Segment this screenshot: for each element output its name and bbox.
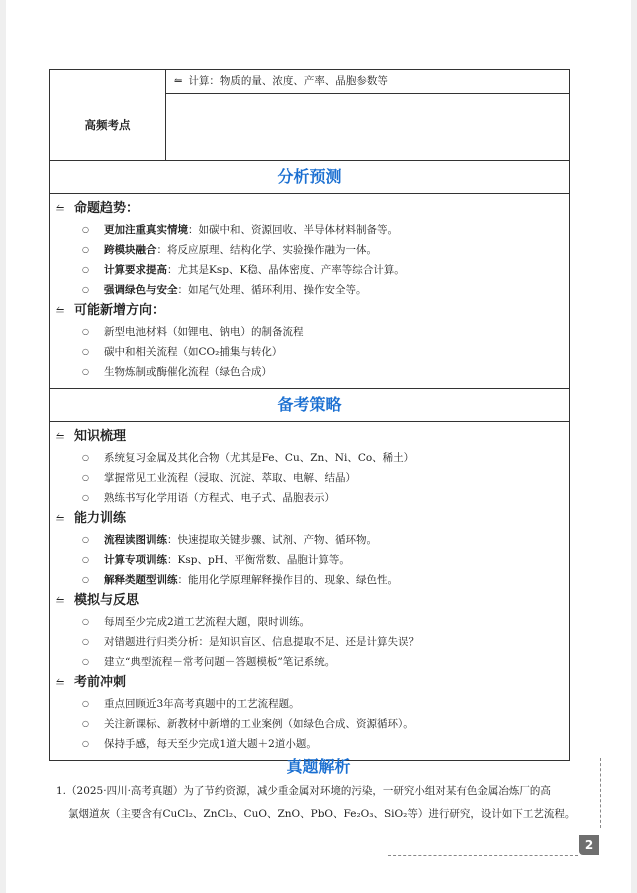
circle-bullet-icon: ○ (82, 245, 89, 254)
ability-list (56, 530, 561, 590)
question-line-1: 1.（2025·四川·高考真题）为了节约资源，减少重金属对环境的污染，一研究小组对某有色金属冶炼厂的高 (56, 785, 551, 797)
circle-bullet-icon: ○ (82, 225, 89, 234)
list-item: ○ 保持手感，每天至少完成1道大题＋2道小题。 (82, 734, 561, 754)
label-high-frequency: 高频考点 (84, 118, 131, 132)
page-number: 2 (579, 835, 599, 855)
top-line-text: 计算：物质的量、浓度、产率、晶胞参数等 (188, 75, 388, 87)
question-text (56, 780, 594, 826)
arrow-bullet-icon: ⥪ (56, 203, 64, 214)
question-line-2: 氯烟道灰（主要含有CuCl₂、ZnCl₂、CuO、ZnO、PbO、Fe₂O₃、SiO₂等）进行研究，设计如下工艺流程。 (68, 808, 576, 820)
list-item: ○ 熟练书写化学用语（方程式、电子式、晶胞表示） (82, 488, 561, 508)
strategy-block (50, 422, 570, 761)
list-item: ○ 掌握常见工业流程（浸取、沉淀、萃取、电解、结晶） (82, 468, 561, 488)
circle-bullet-icon: ○ (82, 637, 89, 646)
empty-content-cell (166, 94, 570, 161)
new-direction-list (56, 322, 561, 382)
arrow-bullet-icon: ⥪ (56, 513, 64, 524)
arrow-bullet-icon: ⥪ (56, 677, 64, 688)
list-item: ○ 每周至少完成2道工艺流程大题，限时训练。 (82, 612, 561, 632)
dashed-border-horizontal (388, 855, 578, 856)
section-zhenti-title: 真题解析 (286, 757, 351, 776)
list-item: ○ 强调绿色与安全 ：如尾气处理、循环利用、操作安全等。 (82, 280, 561, 300)
circle-bullet-icon: ○ (82, 285, 89, 294)
list-item: ○ 流程读图训练 ：快速提取关键步骤、试剂、产物、循环物。 (82, 530, 561, 550)
dashed-border-vertical (600, 758, 601, 828)
list-item: ○ 系统复习金属及其化合物（尤其是Fe、Cu、Zn、Ni、Co、稀土） (82, 448, 561, 468)
mock-list (56, 612, 561, 672)
list-item: ○ 计算要求提高 ：尤其是Ksp、K稳、晶体密度、产率等综合计算。 (82, 260, 561, 280)
circle-bullet-icon: ○ (82, 575, 89, 584)
arrow-bullet-icon: ⥪ (174, 76, 183, 87)
knowledge-list (56, 448, 561, 508)
list-item: ○ 更加注重真实情境 ：如碳中和、资源回收、半导体材料制备等。 (82, 220, 561, 240)
circle-bullet-icon: ○ (82, 265, 89, 274)
circle-bullet-icon: ○ (82, 473, 89, 482)
circle-bullet-icon: ○ (82, 657, 89, 666)
circle-bullet-icon: ○ (82, 617, 89, 626)
list-item: ○ 新型电池材料（如锂电、钠电）的制备流程 (82, 322, 561, 342)
section-analysis-title: 分析预测 (50, 161, 570, 194)
circle-bullet-icon: ○ (82, 719, 89, 728)
list-item: ○ 计算专项训练 ：Ksp、pH、平衡常数、晶胞计算等。 (82, 550, 561, 570)
circle-bullet-icon: ○ (82, 535, 89, 544)
circle-bullet-icon: ○ (82, 699, 89, 708)
circle-bullet-icon: ○ (82, 555, 89, 564)
list-item: ○ 关注新课标、新教材中新增的工业案例（如绿色合成、资源循环）。 (82, 714, 561, 734)
circle-bullet-icon: ○ (82, 493, 89, 502)
section-strategy-title: 备考策略 (50, 389, 570, 422)
new-direction-heading: ⥪ 可能新增方向： (56, 300, 561, 322)
list-item: ○ 跨模块融合 ：将反应原理、结构化学、实验操作融为一体。 (82, 240, 561, 260)
circle-bullet-icon: ○ (82, 347, 89, 356)
list-item: ○ 生物炼制或酶催化流程（绿色合成） (82, 362, 561, 382)
final-sprint-list (56, 694, 561, 754)
top-line-cell (166, 70, 570, 94)
final-sprint-heading: ⥪ 考前冲刺 (56, 672, 561, 694)
trend-list (56, 220, 561, 300)
list-item: ○ 碳中和相关流程（如CO₂捕集与转化） (82, 342, 561, 362)
arrow-bullet-icon: ⥪ (56, 305, 64, 316)
arrow-bullet-icon: ⥪ (56, 431, 64, 442)
list-item: ○ 解释类题型训练 ：能用化学原理解释操作目的、现象、绿色性。 (82, 570, 561, 590)
circle-bullet-icon: ○ (82, 367, 89, 376)
list-item: ○ 重点回顾近3年高考真题中的工艺流程题。 (82, 694, 561, 714)
list-item: ○ 建立“典型流程－常考问题－答题模板”笔记系统。 (82, 652, 561, 672)
arrow-bullet-icon: ⥪ (56, 595, 64, 606)
ability-heading: ⥪ 能力训练 (56, 508, 561, 530)
trend-heading: ⥪ 命题趋势： (56, 198, 561, 220)
summary-table (49, 69, 570, 761)
knowledge-heading: ⥪ 知识梳理 (56, 426, 561, 448)
list-item: ○ 对错题进行归类分析：是知识盲区、信息提取不足、还是计算失误？ (82, 632, 561, 652)
analysis-block (50, 194, 570, 389)
mock-heading: ⥪ 模拟与反思 (56, 590, 561, 612)
label-cell (50, 70, 166, 161)
circle-bullet-icon: ○ (82, 327, 89, 336)
circle-bullet-icon: ○ (82, 739, 89, 748)
circle-bullet-icon: ○ (82, 453, 89, 462)
